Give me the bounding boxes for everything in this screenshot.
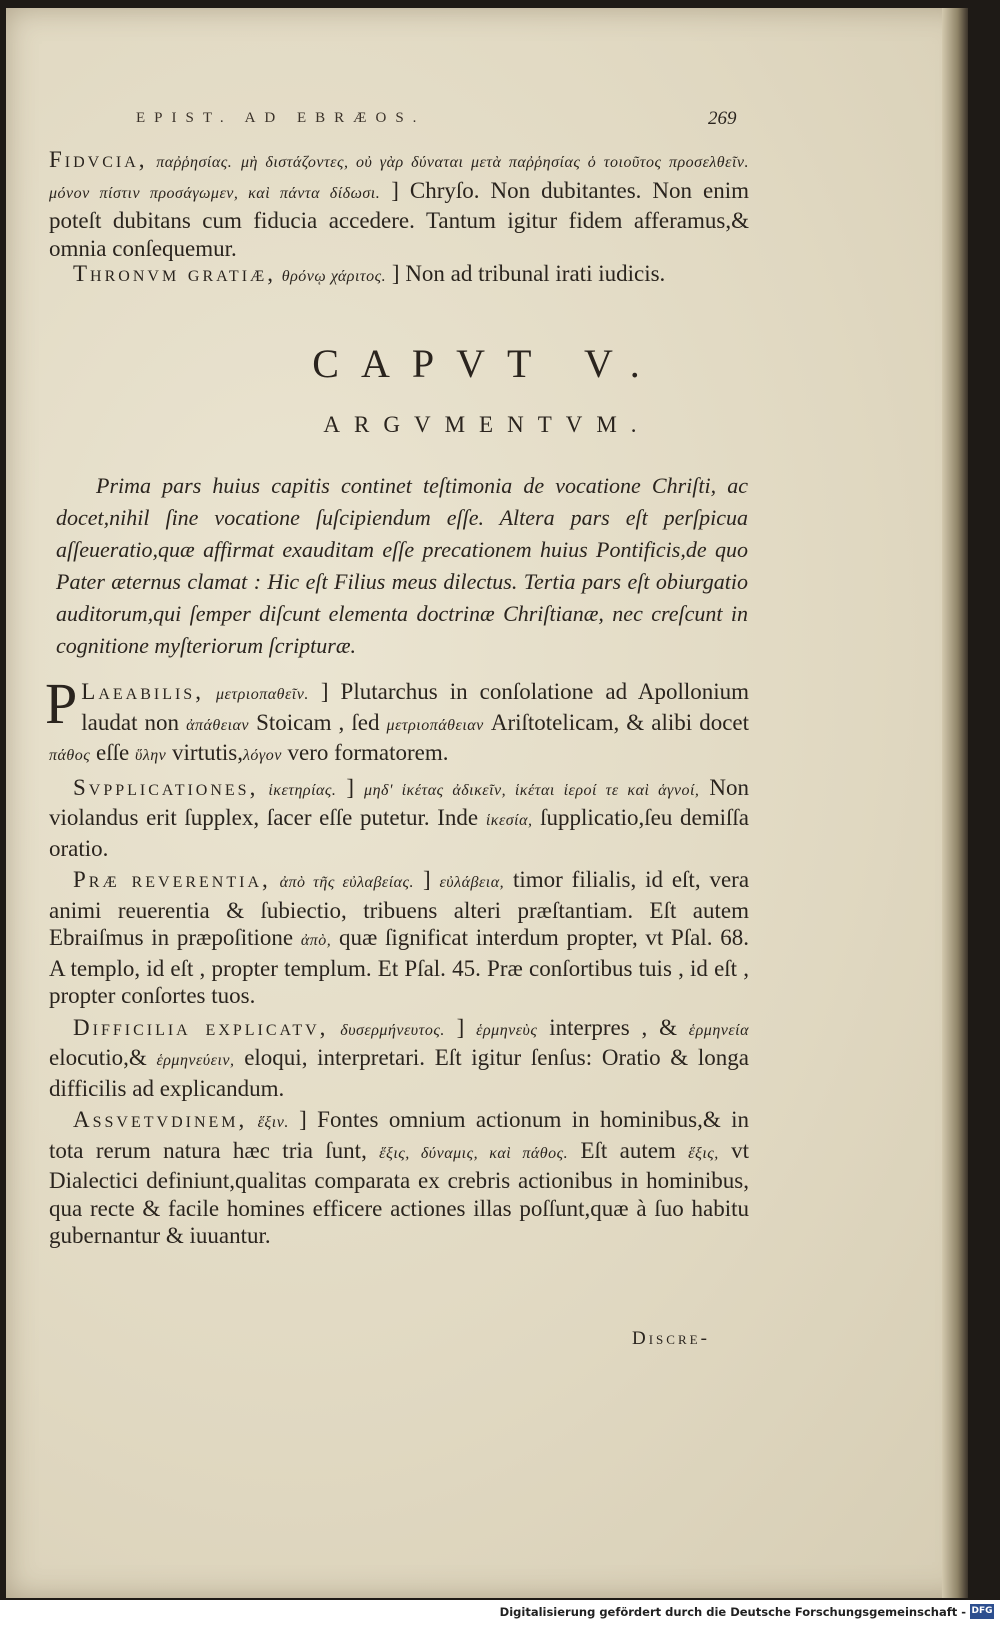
note-text: elocutio,& <box>49 1045 157 1070</box>
note-difficilia <box>49 1014 749 1103</box>
note-greek-word: μετριοπάθειαν <box>386 716 484 734</box>
note-text: ] Chryſo. Non dubitantes. Non enim poteſt dubitans cum fiducia accedere. Tantum igitur fidem afferamus,& omnia conſequemur. <box>49 177 750 261</box>
note-greek-lemma: μετριοπαθεῖν. <box>216 686 309 703</box>
note-text: Ariſtotelicam, & alibi docet <box>483 709 749 735</box>
note-text: virtutis, <box>166 740 243 765</box>
dfg-logo: DFG <box>970 1604 994 1619</box>
argument-heading: ARGVMENTVM. <box>323 412 651 437</box>
note-placabilis <box>45 671 750 770</box>
note-greek-quote: μὴ διστάζοντες, οὐ γὰρ δύναται μετὰ παῤῥησίας ὁ τοιοῦτος προσελθεῖν. μόνον πίστιν προσάγωμεν, καὶ πάντα δίδωσι. <box>49 154 750 202</box>
footer-credit: Digitalisierung gefördert durch die Deutsche Forschungsgemeinschaft - <box>499 1605 966 1619</box>
note-text: ] Non ad tribunal irati iudicis. <box>391 261 666 286</box>
note-text: eloqui, interpretari. Eſt igitur ſenſus: Oratio & longa difficilis ad explicandum. <box>49 1045 749 1101</box>
note-text: ] Plutarchus in conſolatione ad Apollonium laudat non <box>81 679 750 735</box>
note-text: Eſt autem <box>568 1137 689 1163</box>
note-text: interpres , & <box>537 1014 689 1040</box>
note-greek-word: ἀπάθειαν <box>186 716 250 734</box>
chapter-title: CAPVT V. <box>312 341 662 386</box>
note-greek-word: ἱκεσία, <box>485 812 533 829</box>
note-lemma: Thronvm gratiæ, <box>73 261 277 286</box>
note-greek-word: ἀπὸ, <box>300 932 332 949</box>
note-lemma: Præ reverentia, <box>73 867 271 892</box>
note-text: timor filialis, id eſt, vera animi reuerentia & ſubiectio, tribuens alteri præſtantiam. Eſt autem Ebraiſmus in præpoſitione <box>49 867 750 950</box>
note-greek-lemma: ἀπὸ τῆς εὐλαβείας. <box>279 874 415 891</box>
note-fiducia <box>49 146 749 262</box>
notes-section <box>45 671 750 1250</box>
note-lemma: Assvetvdinem, <box>73 1107 248 1132</box>
book-page <box>6 8 968 1598</box>
note-greek-lemma: παῤῥησίας. <box>156 154 233 171</box>
note-greek-word: λόγον <box>242 747 282 764</box>
page-number: 269 <box>708 108 737 129</box>
note-supplicationes <box>49 774 749 863</box>
note-lemma: Laeabilis, <box>81 679 204 704</box>
note-greek-word: εὐλάβεια, <box>439 874 505 891</box>
drop-cap: P <box>45 671 78 736</box>
catchword: Discre- <box>632 1328 710 1349</box>
note-text: ] <box>422 867 440 892</box>
note-greek-word: ἕξις, δύναμις, καὶ πάθος. <box>379 1144 569 1162</box>
note-greek-word: ἑρμηνεὺς <box>476 1021 538 1039</box>
note-text: ſupplicatio,ſeu demiſſa oratio. <box>49 805 749 861</box>
note-thronum-gratiae <box>49 260 749 291</box>
note-text: quæ ſignificat interdum propter, vt Pſal. 68. A templo, id eſt , propter templum. Et Pſal. 45. Præ conſortibus tuis , id eſt , propter conſortes tuos. <box>49 925 749 1008</box>
note-greek-lemma: δυσερμήνευτος. <box>340 1021 445 1039</box>
note-greek-word: ἕξις, <box>688 1144 719 1162</box>
note-lemma: Svpplicationes, <box>73 774 259 800</box>
note-lemma: Difficilia explicatv, <box>73 1014 329 1040</box>
note-prae-reverentia <box>49 866 749 1010</box>
argument-text: Prima pars huius capitis continet teſtimonia de vocatione Chriſti, ac docet,nihil ſine vocatione ſuſcipiendum eſſe. Altera pars eſt perſpicua aſſeueratio,quæ affirmat exauditam eſſe precationem huius Pontificis,de quo Pater æternus clamat : Hic eſt Filius meus dilectus. Tertia pars eſt obiurgatio auditorum,qui ſemper diſcunt elementa doctrinæ Chriſtianæ, nec creſcunt in cognitione myſteriorum ſcripturæ. <box>56 473 748 658</box>
note-greek-word: πάθος <box>49 747 91 764</box>
note-text: ] Fontes omnium actionum in hominibus,& in tota rerum natura hæc tria ſunt, <box>49 1107 749 1163</box>
note-greek-lemma: ἕξιν. <box>257 1114 289 1131</box>
note-greek-lemma: ἱκετηρίας. <box>268 781 337 799</box>
note-lemma: Fidvcia, <box>49 147 148 172</box>
running-head: EPIST. AD EBRÆOS. <box>136 110 426 126</box>
note-greek-word: ἑρμηνεία <box>688 1021 749 1039</box>
book-spine-shadow <box>942 8 968 1598</box>
note-greek-word: ὕλην <box>134 747 167 764</box>
note-assuetudinem <box>49 1106 749 1250</box>
note-text: ] <box>346 774 365 800</box>
note-greek-word: ἑρμηνεύειν, <box>156 1052 235 1069</box>
note-greek-word: μηδ' ἱκέτας ἀδικεῖν, ἱκέται ἱεροί τε καὶ ἁγνοί, <box>364 781 700 799</box>
note-greek-lemma: θρόνῳ χάριτος. <box>281 268 387 285</box>
note-text: Stoicam , ſed <box>249 709 387 735</box>
digitization-footer <box>0 1600 1000 1625</box>
note-text: Non violandus erit ſupplex, ſacer eſſe putetur. Inde <box>49 774 749 830</box>
note-text: eſſe <box>90 740 135 765</box>
note-text: vt Dialectici definiunt,qualitas comparata ex crebris actionibus in hominibus, qua recte & facile homines efficere actiones illas poſſunt,quæ à ſuo habitu gubernantur & iuuantur. <box>49 1137 749 1248</box>
note-text: ] <box>456 1014 477 1040</box>
note-text: vero formatorem. <box>281 740 449 765</box>
